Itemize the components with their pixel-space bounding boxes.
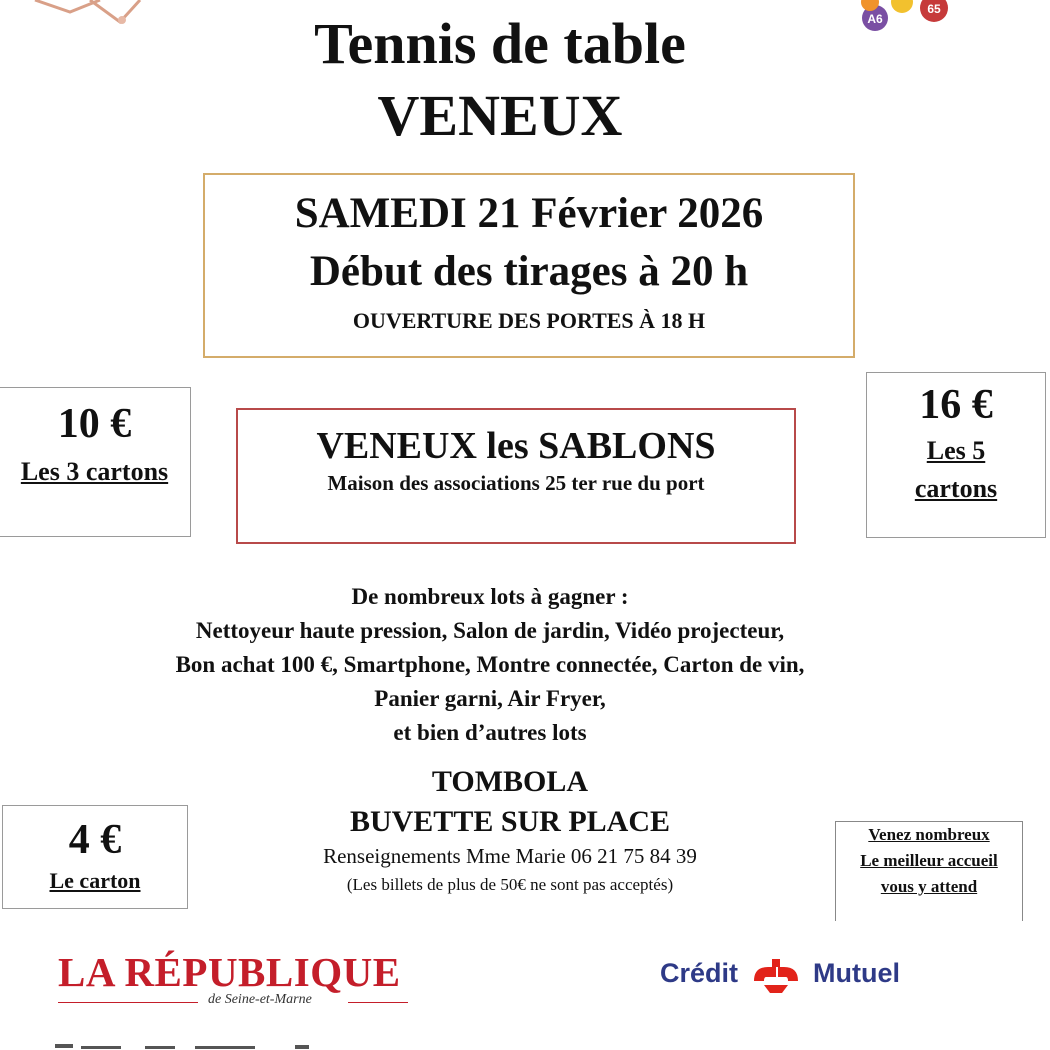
price-5-cards-label-line1: Les 5 [926,436,986,465]
welcome-line: Le meilleur accueil [860,851,998,870]
date-box [203,173,855,358]
prizes-list [40,580,940,742]
price-5-cards-label-line2: cartons [914,474,998,503]
tombola-block [240,762,780,842]
prizes-intro: De nombreux lots à gagner : [351,584,629,609]
welcome-line: Venez nombreux [868,825,990,844]
doors-open-time: OUVERTURE DES PORTES À 18 H [352,308,706,333]
credit-mutuel-word-credit: Crédit [660,958,739,988]
draw-start-time: Début des tirages à 20 h [309,248,749,295]
welcome-line: vous y attend [880,877,978,896]
price-box-5-cards [866,372,1046,538]
prizes-line: Nettoyeur haute pression, Salon de jardin, Vidéo projecteur, [195,618,785,643]
tombola-label: TOMBOLA [431,765,589,798]
prizes-line: et bien d’autres lots [393,720,587,742]
la-republique-subtitle: de Seine-et-Marne [208,992,312,1007]
la-republique-logo [58,948,418,1018]
ball-label-a6: A6 [867,12,883,26]
venue-name: VENEUX les SABLONS [316,425,716,467]
price-3-cards-label: Les 3 cartons [20,457,169,486]
event-title: Tennis de table [314,11,686,76]
buvette-label: BUVETTE SUR PLACE [349,805,671,838]
credit-mutuel-logo [660,950,1000,1000]
price-box-1-card [2,805,188,909]
price-1-card-label: Le carton [49,868,141,893]
contact-info: Renseignements Mme Marie 06 21 75 84 39 [323,844,697,868]
price-1-card: 4 € [68,817,122,863]
price-box-3-cards [0,387,191,537]
price-5-cards: 16 € [919,382,993,428]
credit-mutuel-word-mutuel: Mutuel [813,958,901,988]
bottom-text-fragment-icon [55,1036,345,1050]
prizes-line: Panier garni, Air Fryer, [374,686,606,711]
la-republique-title: LA RÉPUBLIQUE [58,949,401,995]
venue-address: Maison des associations 25 ter rue du port [327,471,705,495]
bottom-cut-text [55,1036,345,1050]
credit-mutuel-mark-icon [750,955,802,995]
price-3-cards: 10 € [57,401,132,447]
ball-label-65: 65 [927,2,941,16]
prizes-line: Bon achat 100 €, Smartphone, Montre connectée, Carton de vin, [175,652,805,677]
venue-box [236,408,796,544]
club-name: VENEUX [377,83,623,148]
payment-note: (Les billets de plus de 50€ ne sont pas acceptés) [346,875,674,894]
event-date: SAMEDI 21 Février 2026 [294,190,764,237]
welcome-box [835,821,1023,921]
